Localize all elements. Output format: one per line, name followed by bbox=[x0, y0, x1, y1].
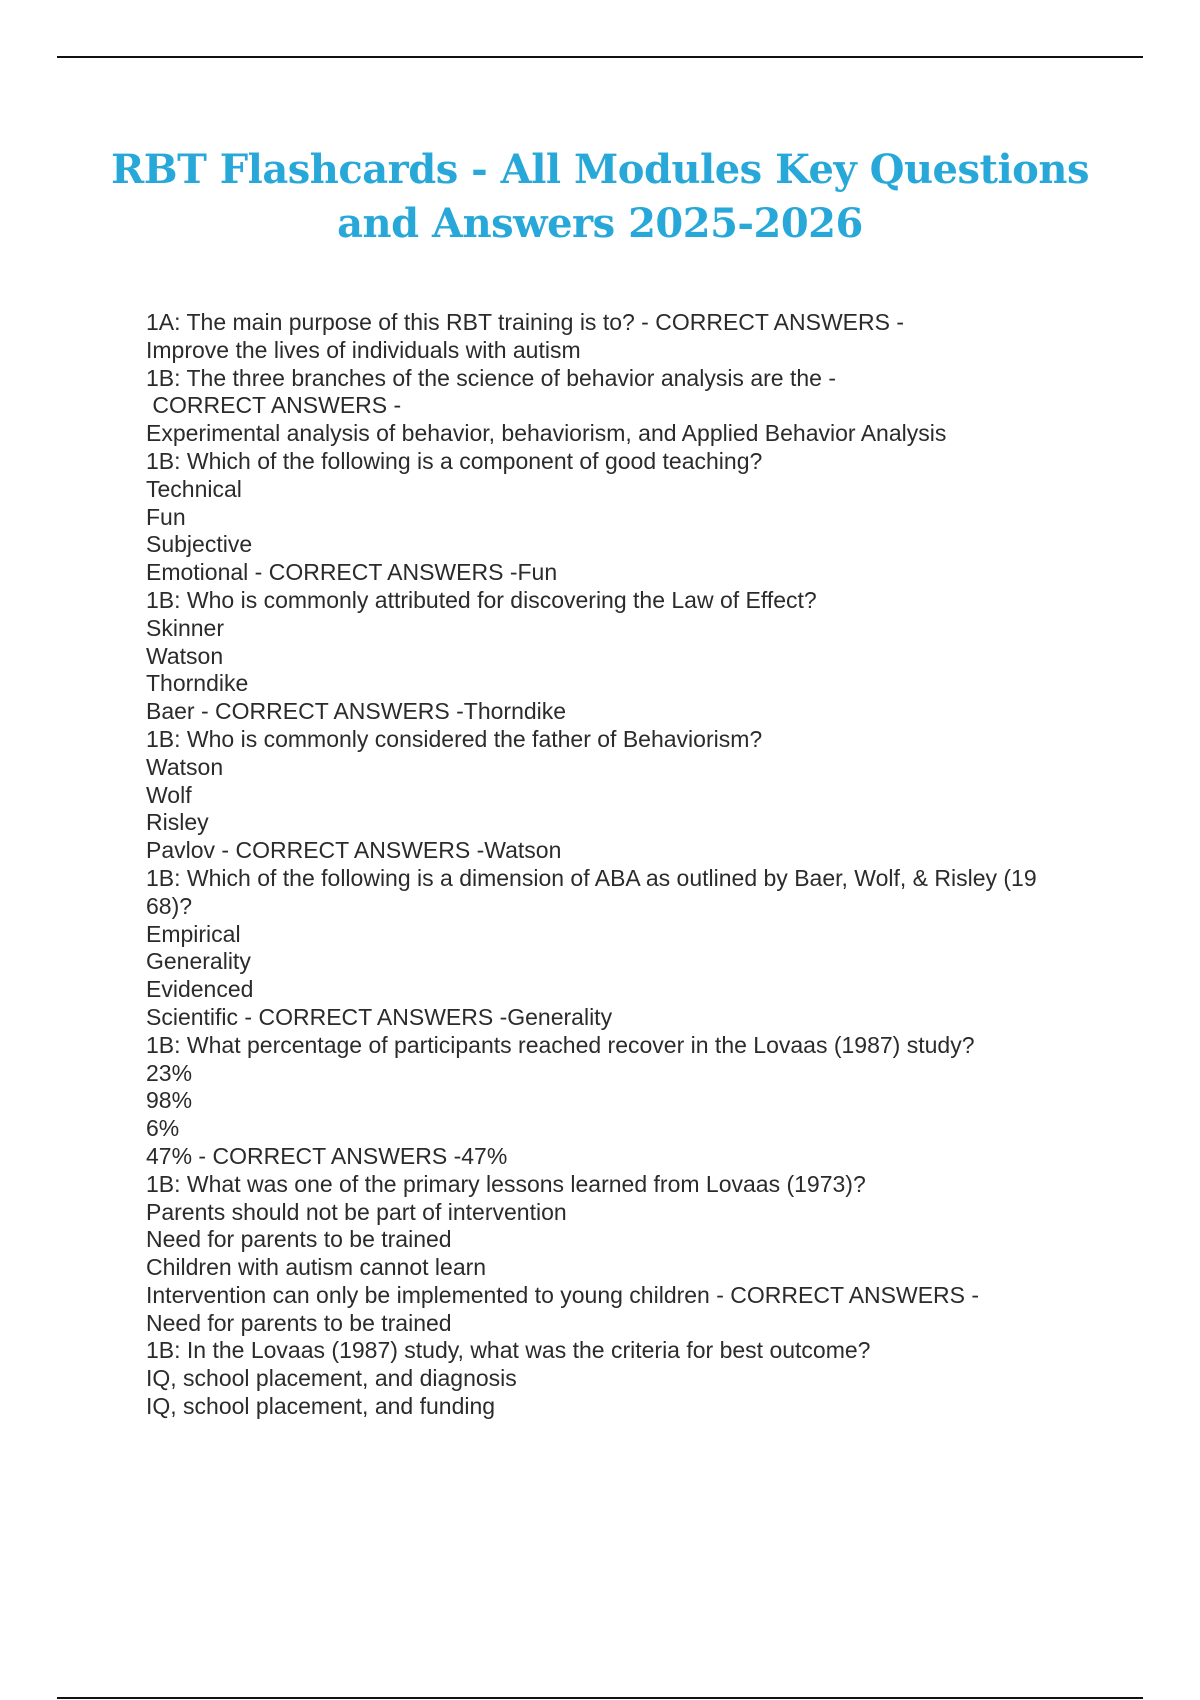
text-line: Emotional - CORRECT ANSWERS -Fun bbox=[146, 559, 558, 586]
bottom-rule bbox=[57, 1697, 1143, 1699]
text-line: Empirical bbox=[146, 920, 241, 947]
text-line: Improve the lives of individuals with autism bbox=[146, 336, 581, 363]
text-line: 1B: What was one of the primary lessons learned from Lovaas (1973)? bbox=[146, 1170, 866, 1197]
title-line-2: and Answers 2025-2026 bbox=[337, 200, 863, 247]
text-line: 47% - CORRECT ANSWERS -47% bbox=[146, 1142, 508, 1169]
text-line: 23% bbox=[146, 1059, 193, 1086]
text-line: 98% bbox=[146, 1087, 193, 1114]
text-line: Thorndike bbox=[146, 670, 249, 697]
text-line: Watson bbox=[146, 642, 224, 669]
text-line: Parents should not be part of intervention bbox=[146, 1198, 567, 1225]
text-line: IQ, school placement, and diagnosis bbox=[146, 1365, 517, 1392]
text-line: Intervention can only be implemented to young children - CORRECT ANSWERS - bbox=[146, 1281, 980, 1308]
flashcard-text-body bbox=[146, 309, 1136, 1421]
text-line: 68)? bbox=[146, 892, 193, 919]
text-line: Wolf bbox=[146, 781, 192, 808]
text-line: Generality bbox=[146, 948, 251, 975]
text-line: Pavlov - CORRECT ANSWERS -Watson bbox=[146, 837, 562, 864]
text-line: 1B: What percentage of participants reached recover in the Lovaas (1987) study? bbox=[146, 1031, 975, 1058]
text-line: Need for parents to be trained bbox=[146, 1226, 452, 1253]
text-line: IQ, school placement, and funding bbox=[146, 1393, 496, 1420]
text-line: 1B: Who is commonly considered the father of Behaviorism? bbox=[146, 725, 763, 752]
text-line: 6% bbox=[146, 1115, 180, 1142]
text-line: Scientific - CORRECT ANSWERS -Generality bbox=[146, 1003, 613, 1030]
text-line: 1B: The three branches of the science of behavior analysis are the - bbox=[146, 364, 836, 391]
text-line: Evidenced bbox=[146, 976, 254, 1003]
text-line: Baer - CORRECT ANSWERS -Thorndike bbox=[146, 698, 567, 725]
text-line: Children with autism cannot learn bbox=[146, 1254, 487, 1281]
text-line: Technical bbox=[146, 475, 242, 502]
document-title bbox=[100, 143, 1100, 251]
top-rule bbox=[57, 56, 1143, 58]
title-line-1: RBT Flashcards - All Modules Key Questions bbox=[111, 146, 1089, 193]
text-line: Risley bbox=[146, 809, 209, 836]
text-line: CORRECT ANSWERS - bbox=[146, 392, 402, 419]
text-line: Experimental analysis of behavior, behaviorism, and Applied Behavior Analysis bbox=[146, 420, 947, 447]
text-line: 1B: Which of the following is a component of good teaching? bbox=[146, 447, 763, 474]
text-line: Need for parents to be trained bbox=[146, 1309, 452, 1336]
text-line: Subjective bbox=[146, 531, 253, 558]
text-line: Watson bbox=[146, 753, 224, 780]
text-line: 1B: Which of the following is a dimension of ABA as outlined by Baer, Wolf, & Risley (19 bbox=[146, 864, 1037, 891]
text-line: 1B: In the Lovaas (1987) study, what was the criteria for best outcome? bbox=[146, 1337, 871, 1364]
text-line: 1B: Who is commonly attributed for discovering the Law of Effect? bbox=[146, 586, 817, 613]
text-line: Skinner bbox=[146, 614, 224, 641]
text-line: Fun bbox=[146, 503, 186, 530]
text-line: 1A: The main purpose of this RBT training is to? - CORRECT ANSWERS - bbox=[146, 309, 905, 335]
